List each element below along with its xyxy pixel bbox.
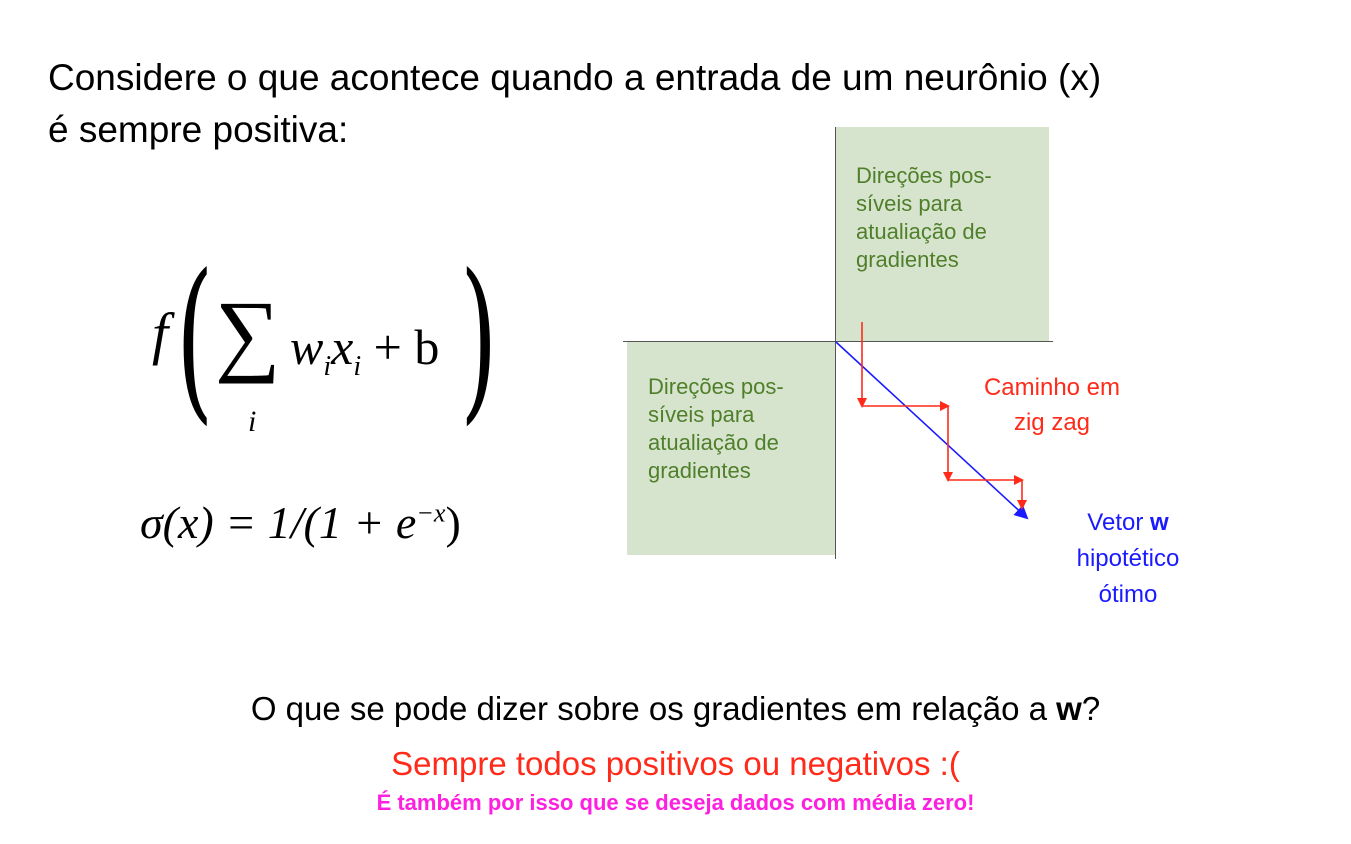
question-main: O que se pode dizer sobre os gradientes em relação a — [250, 690, 1057, 727]
top-quadrant-line-4: gradientes — [856, 247, 959, 272]
formula-plus-b: + b — [361, 319, 440, 375]
top-quadrant-line-1: Direções pos- — [856, 163, 992, 188]
zigzag-label-line-1: Caminho em — [983, 374, 1121, 401]
answer-text: Sempre todos positivos ou negativos :( — [391, 745, 960, 782]
vector-label-w: w — [1150, 509, 1169, 536]
intro-line-2: é sempre positiva: — [48, 109, 349, 150]
note-text: É também por isso que se deseja dados com média zero! — [376, 790, 975, 815]
sigmoid-lhs: σ(x) = 1/(1 + e — [140, 497, 417, 548]
formula-x-sub: i — [353, 351, 362, 382]
left-quadrant-line-1: Direções pos- — [648, 374, 784, 399]
question-end: ? — [1081, 690, 1101, 727]
zigzag-label — [962, 370, 1142, 440]
formula-w: w — [290, 319, 324, 375]
left-quadrant-line-2: síveis para — [648, 402, 755, 427]
intro-line-1: Considere o que acontece quando a entrada de um neurônio (x) — [48, 57, 1102, 98]
left-quadrant-line-3: atualiação de — [648, 430, 779, 455]
vector-label-prefix: Vetor — [1087, 509, 1151, 536]
vector-label — [1028, 505, 1228, 613]
formula-f: f — [152, 301, 169, 366]
formula-x: x — [331, 319, 354, 375]
formula-w-sub: i — [323, 351, 332, 382]
formula-sum-symbol: ∑ — [215, 282, 281, 384]
zigzag-label-line-2: zig zag — [1013, 409, 1091, 436]
sigmoid-close: ) — [445, 497, 461, 548]
left-quadrant-line-4: gradientes — [648, 458, 751, 483]
sigmoid-exponent: −x — [416, 498, 446, 528]
question-bold-w: w — [1056, 690, 1082, 727]
formula-open-paren: ( — [176, 238, 214, 441]
top-quadrant-line-2: síveis para — [856, 191, 963, 216]
question-text — [0, 690, 1351, 728]
vector-label-line-3: ótimo — [1098, 581, 1158, 608]
vector-label-line-2: hipotético — [1076, 545, 1180, 572]
top-quadrant-line-3: atualiação de — [856, 219, 987, 244]
formula-sum-index: i — [248, 405, 257, 438]
formula-close-paren: ) — [460, 238, 498, 441]
vector-label-line-1 — [1028, 505, 1228, 541]
